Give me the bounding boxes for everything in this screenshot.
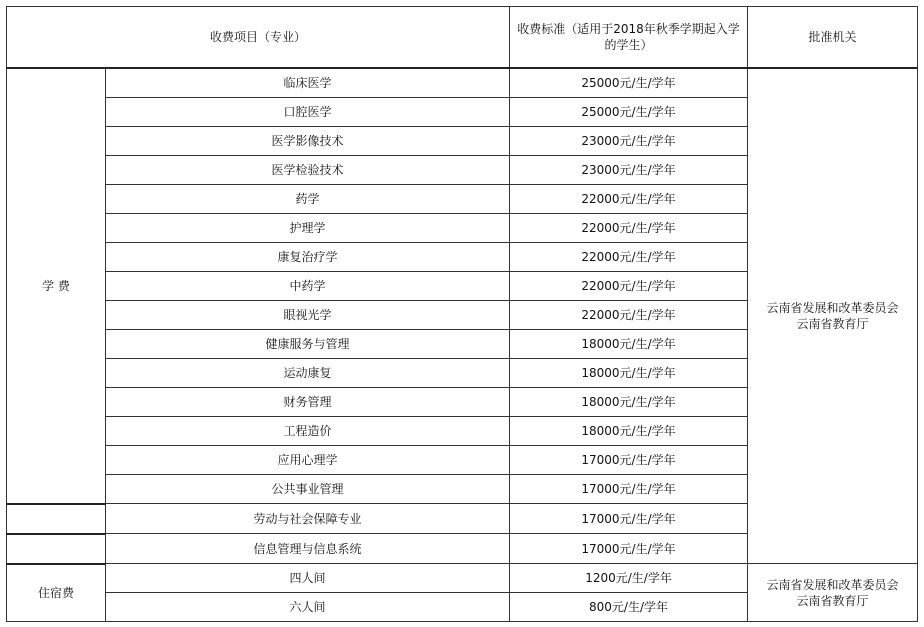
major-name: 劳动与社会保障专业	[106, 504, 510, 534]
major-name: 药学	[106, 185, 510, 214]
fee-value: 18000元/生/学年	[510, 388, 748, 417]
fee-value: 25000元/生/学年	[510, 98, 748, 127]
major-name: 信息管理与信息系统	[106, 534, 510, 564]
header-row	[7, 7, 918, 69]
accommodation-authority	[748, 564, 918, 622]
table-row	[7, 564, 918, 593]
table-row	[7, 68, 918, 98]
major-name: 健康服务与管理	[106, 330, 510, 359]
major-name: 医学检验技术	[106, 156, 510, 185]
tuition-category: 学 费	[7, 68, 106, 504]
fee-value: 17000元/生/学年	[510, 446, 748, 475]
fee-value: 22000元/生/学年	[510, 301, 748, 330]
authority-line: 云南省发展和改革委员会	[766, 577, 899, 592]
fee-value: 18000元/生/学年	[510, 417, 748, 446]
room-type: 四人间	[106, 564, 510, 593]
major-name: 康复治疗学	[106, 243, 510, 272]
fee-value: 22000元/生/学年	[510, 185, 748, 214]
header-item: 收费项目（专业）	[7, 7, 510, 69]
category-blank	[7, 534, 106, 564]
authority-line: 云南省教育厅	[796, 317, 869, 331]
authority-line: 云南省教育厅	[796, 593, 869, 608]
category-blank	[7, 504, 106, 534]
authority-line: 云南省发展和改革委员会	[766, 301, 899, 315]
header-standard: 收费标准（适用于2018年秋季学期起入学的学生）	[510, 7, 748, 69]
tuition-authority	[748, 68, 918, 564]
accommodation-category: 住宿费	[7, 564, 106, 622]
fee-value: 1200元/生/学年	[510, 564, 748, 593]
fee-table	[6, 6, 918, 622]
fee-value: 800元/生/学年	[510, 593, 748, 622]
fee-value: 17000元/生/学年	[510, 504, 748, 534]
fee-value: 22000元/生/学年	[510, 243, 748, 272]
fee-value: 23000元/生/学年	[510, 127, 748, 156]
room-type: 六人间	[106, 593, 510, 622]
fee-value: 25000元/生/学年	[510, 68, 748, 98]
major-name: 眼视光学	[106, 301, 510, 330]
major-name: 公共事业管理	[106, 475, 510, 504]
major-name: 护理学	[106, 214, 510, 243]
major-name: 医学影像技术	[106, 127, 510, 156]
major-name: 运动康复	[106, 359, 510, 388]
fee-value: 22000元/生/学年	[510, 272, 748, 301]
fee-value: 17000元/生/学年	[510, 534, 748, 564]
major-name: 临床医学	[106, 68, 510, 98]
fee-value: 17000元/生/学年	[510, 475, 748, 504]
major-name: 中药学	[106, 272, 510, 301]
fee-value: 23000元/生/学年	[510, 156, 748, 185]
major-name: 应用心理学	[106, 446, 510, 475]
header-authority: 批准机关	[748, 7, 918, 69]
major-name: 工程造价	[106, 417, 510, 446]
fee-value: 22000元/生/学年	[510, 214, 748, 243]
fee-value: 18000元/生/学年	[510, 359, 748, 388]
major-name: 口腔医学	[106, 98, 510, 127]
major-name: 财务管理	[106, 388, 510, 417]
fee-value: 18000元/生/学年	[510, 330, 748, 359]
